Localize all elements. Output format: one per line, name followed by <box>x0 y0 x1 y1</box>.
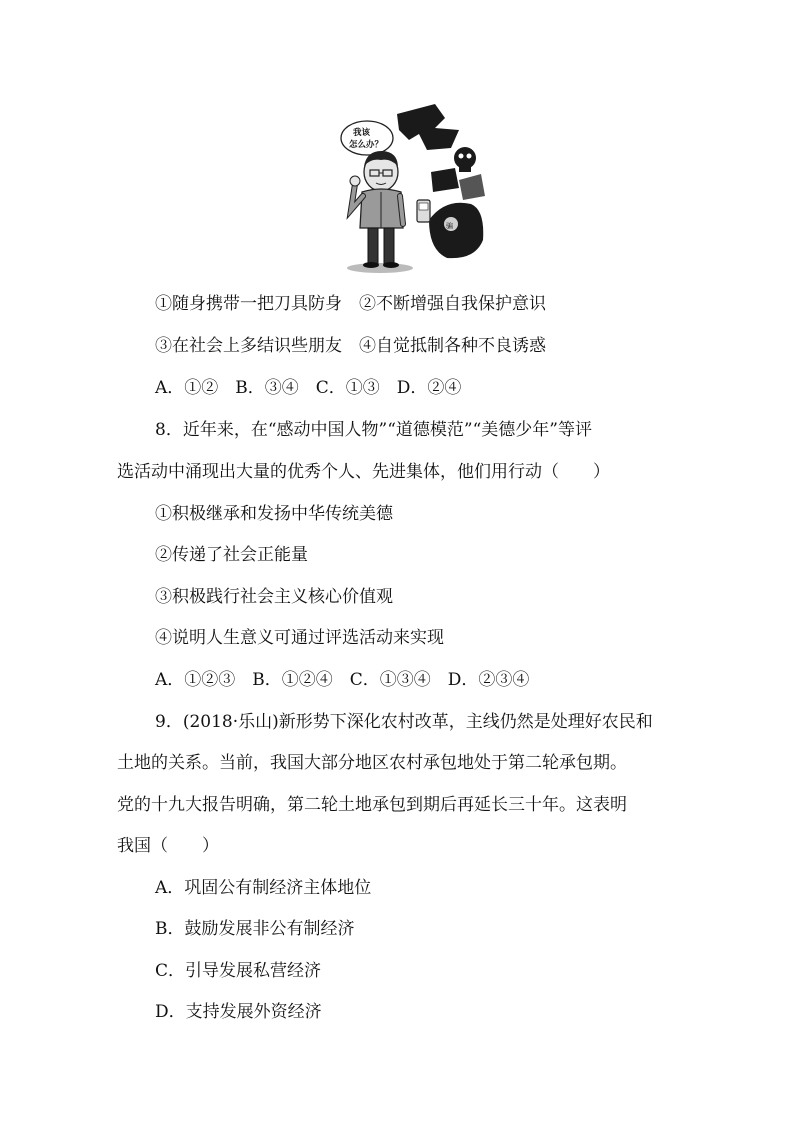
q9-option-c: C．引导发展私营经济 <box>155 961 322 981</box>
q8-option-3: ③积极践行社会主义核心价值观 <box>155 587 393 607</box>
bubble-text-2: 怎么办？ <box>349 140 384 150</box>
q9-option-b: B．鼓励发展非公有制经济 <box>155 919 355 939</box>
q8-stem-line1: 8．近年来，在“感动中国人物”“道德模范”“美德少年”等评 <box>155 420 592 440</box>
q8-option-1: ①积极继承和发扬中华传统美德 <box>155 504 393 524</box>
q7-options-row2: ③在社会上多结识些朋友 ④自觉抵制各种不良诱惑 <box>155 336 546 356</box>
q9-stem-line2: 土地的关系。当前，我国大部分地区农村承包地处于第二轮承包期。 <box>117 753 627 773</box>
q8-answers: A．①②③ B．①②④ C．①③④ D．②③④ <box>155 670 530 690</box>
ground-shadow <box>347 263 413 273</box>
q7-answers: A．①② B．③④ C．①③ D．②④ <box>155 378 462 398</box>
temptation-shapes <box>397 104 485 258</box>
q8-option-4: ④说明人生意义可通过评选活动来实现 <box>155 628 444 648</box>
q9-stem-line4: 我国（ ） <box>117 836 219 856</box>
boy-figure <box>350 151 403 268</box>
cartoon-illustration <box>335 100 505 275</box>
q9-stem-line1: 9．(2018·乐山)新形势下深化农村改革，主线仍然是处理好农民和 <box>155 712 653 732</box>
q9-option-a: A．巩固公有制经济主体地位 <box>155 878 372 898</box>
q7-options-row1: ①随身携带一把刀具防身 ②不断增强自我保护意识 <box>155 294 546 314</box>
q9-option-d: D．支持发展外资经济 <box>155 1002 322 1022</box>
bubble-text-1: 我该 <box>353 128 371 138</box>
phone-label: 骗 <box>446 222 453 230</box>
q8-stem-line2: 选活动中涌现出大量的优秀个人、先进集体，他们用行动（ ） <box>117 462 610 482</box>
q9-stem-line3: 党的十九大报告明确，第二轮土地承包到期后再延长三十年。这表明 <box>117 795 627 815</box>
q8-option-2: ②传递了社会正能量 <box>155 545 308 565</box>
